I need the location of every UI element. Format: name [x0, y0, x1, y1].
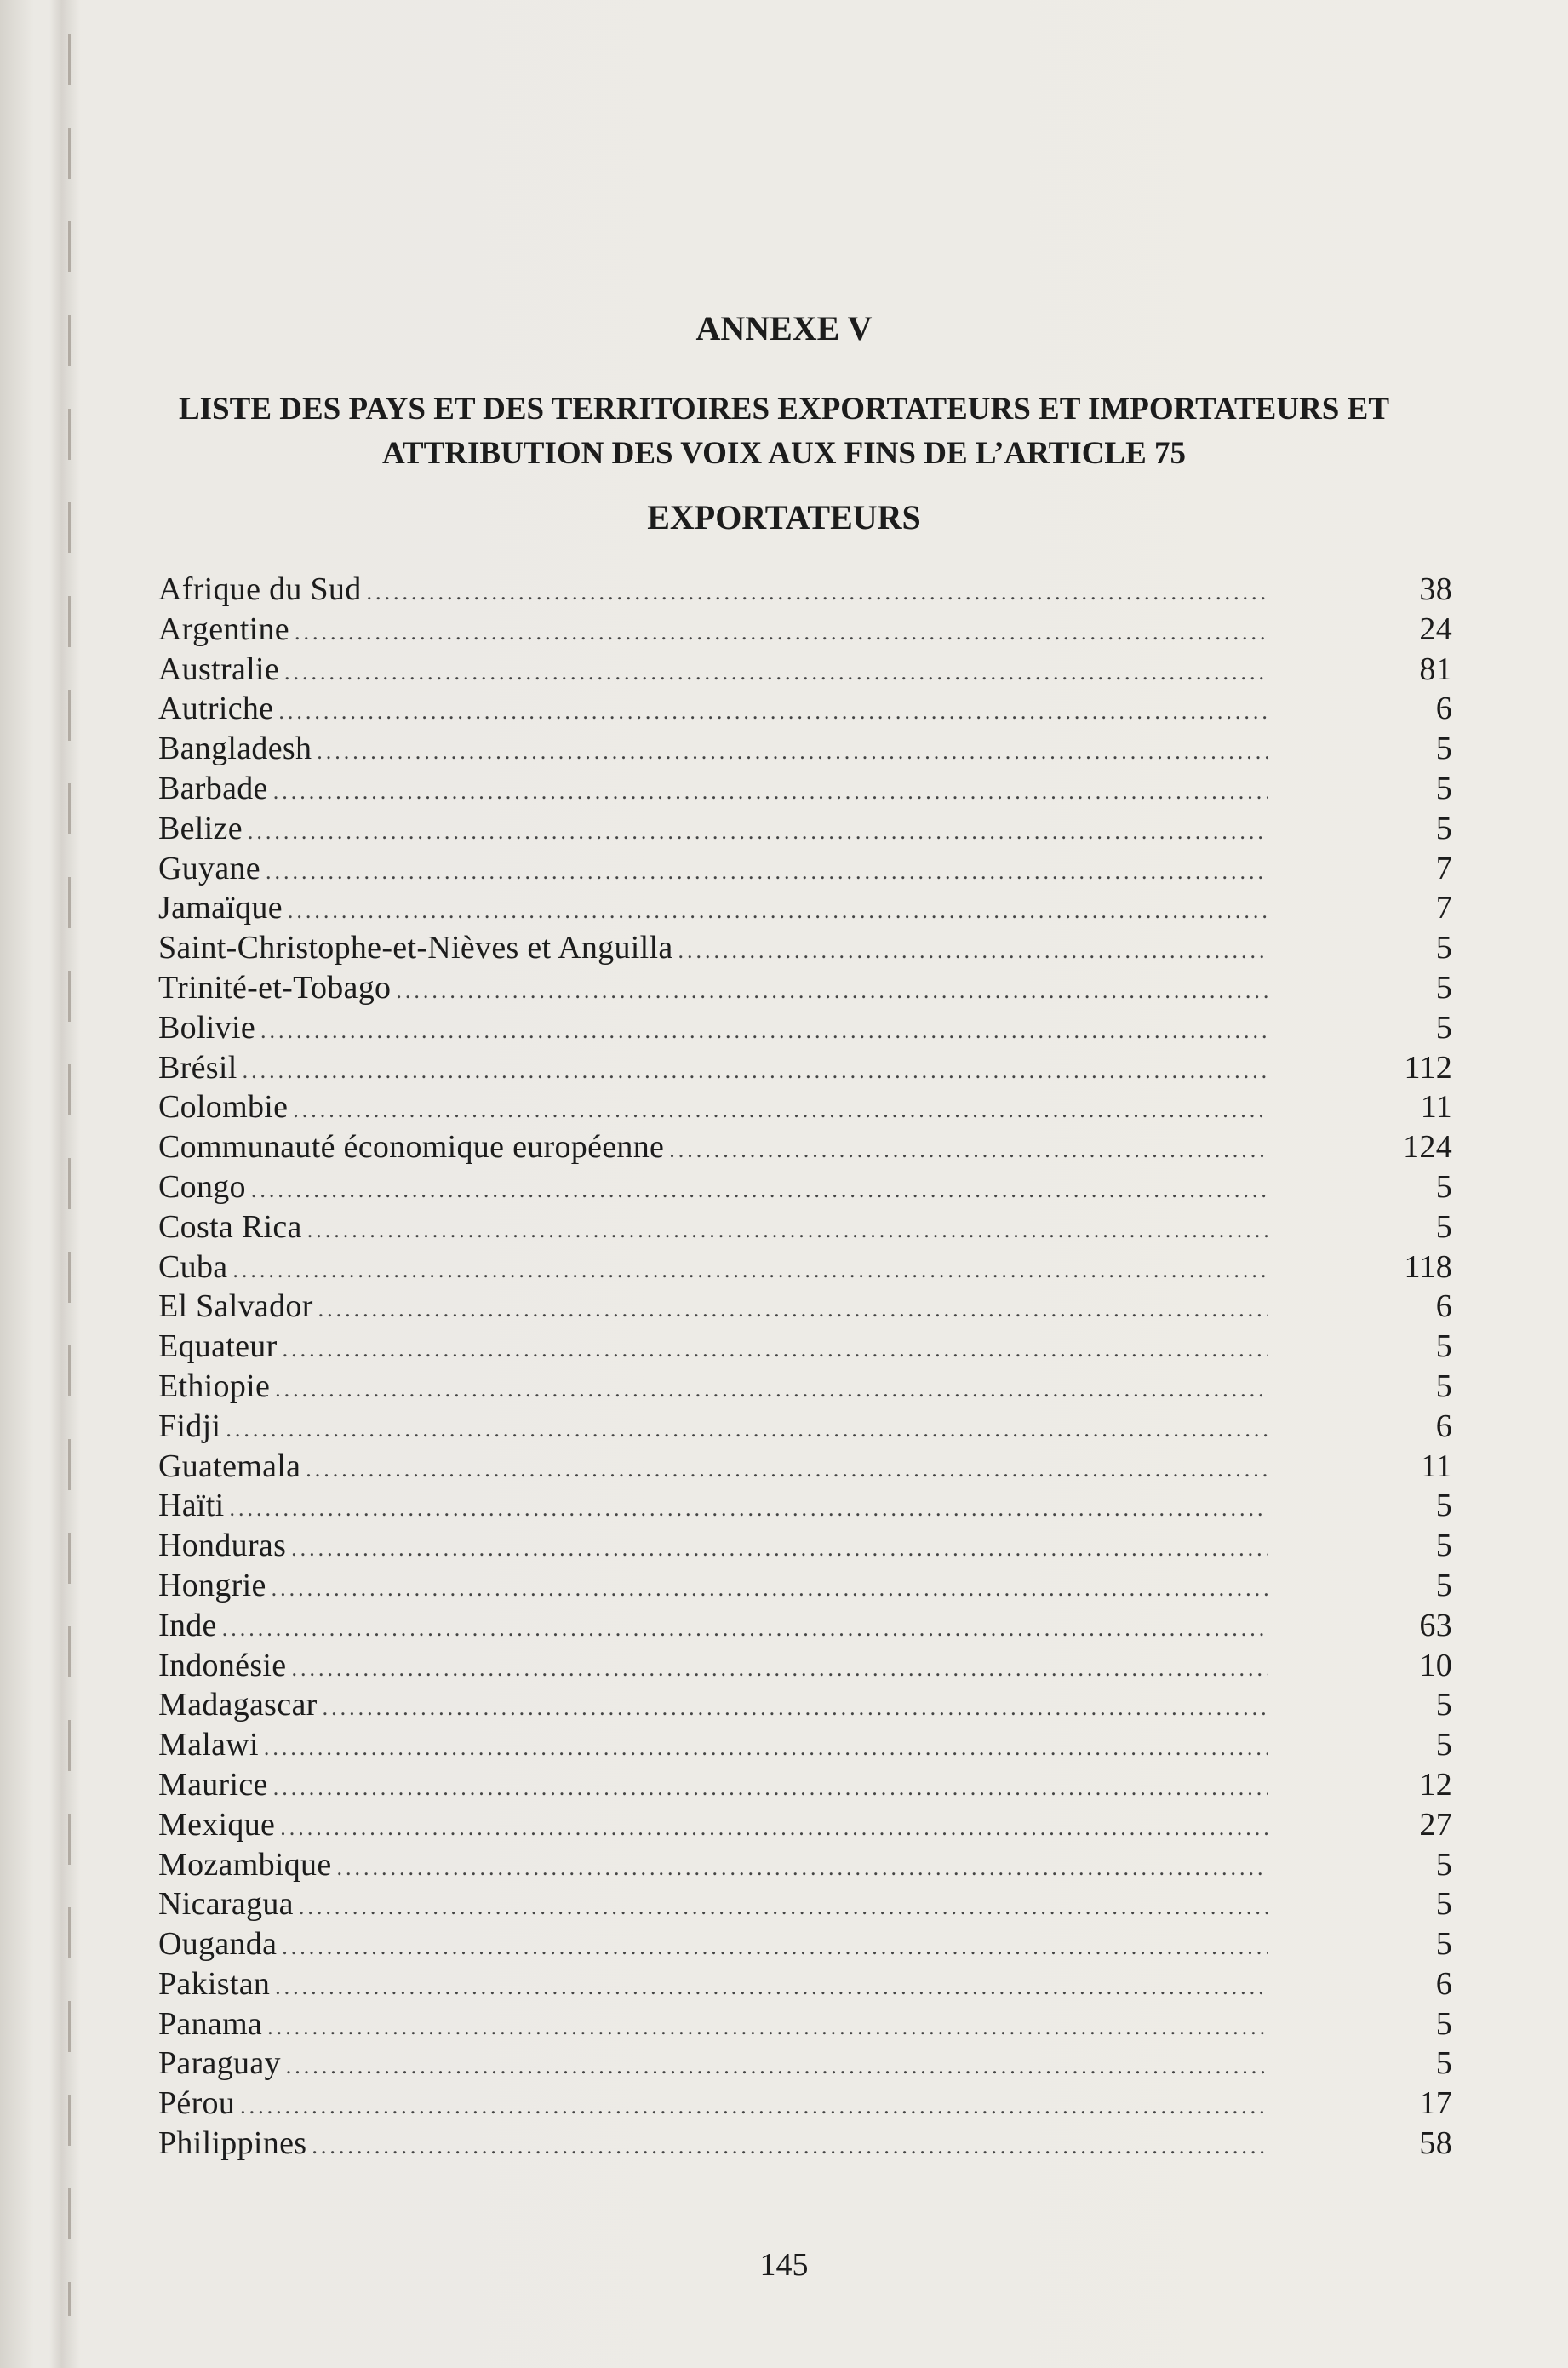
list-item [158, 1049, 1452, 1089]
vote-count: 58 [1419, 2125, 1452, 2162]
vote-count: 10 [1419, 1647, 1452, 1683]
dot-leader [306, 1457, 1268, 1482]
country-name: Philippines [158, 2125, 307, 2162]
dot-leader [278, 699, 1268, 725]
list-item [158, 1726, 1452, 1766]
list-item [158, 1128, 1452, 1168]
country-name: Guyane [158, 850, 260, 886]
dot-leader [273, 779, 1268, 805]
dot-leader [226, 1417, 1268, 1442]
country-name: Equateur [158, 1328, 278, 1365]
vote-count: 5 [1435, 1009, 1452, 1046]
country-name: Panama [158, 2005, 263, 2042]
country-name: Malawi [158, 1727, 259, 1763]
list-item [158, 611, 1452, 651]
country-name: Australie [158, 651, 279, 687]
vote-count: 6 [1435, 1408, 1452, 1444]
list-item [158, 1168, 1452, 1208]
dot-leader [275, 1377, 1268, 1402]
vote-count: 5 [1435, 810, 1452, 846]
country-name: Nicaragua [158, 1886, 294, 1923]
dot-leader [251, 1178, 1268, 1203]
list-item [158, 2084, 1452, 2124]
dot-leader [286, 2054, 1268, 2079]
country-name: Madagascar [158, 1687, 318, 1723]
binding-stitch-line [68, 34, 71, 2316]
vote-count: 5 [1435, 930, 1452, 966]
dot-leader [232, 1258, 1268, 1283]
dot-leader [291, 1536, 1268, 1562]
dot-leader [317, 739, 1268, 765]
list-item [158, 969, 1452, 1009]
dot-leader [222, 1616, 1268, 1642]
vote-count: 5 [1435, 1846, 1452, 1883]
country-name: Honduras [158, 1528, 287, 1564]
dot-leader [337, 1855, 1268, 1881]
dot-leader [396, 978, 1268, 1004]
country-name: Saint-Christophe-et-Nièves et Anguilla [158, 930, 673, 966]
vote-count: 6 [1435, 1288, 1452, 1325]
annex-title: ANNEXE V [695, 309, 873, 347]
vote-count: 5 [1435, 1488, 1452, 1524]
country-name: Haïti [158, 1488, 225, 1524]
list-item [158, 2124, 1452, 2164]
list-item [158, 2044, 1452, 2084]
vote-count: 5 [1435, 1727, 1452, 1763]
country-name: Argentine [158, 611, 289, 647]
dot-leader [318, 1297, 1268, 1322]
vote-count: 7 [1435, 890, 1452, 926]
country-name: Ouganda [158, 1926, 278, 1963]
list-item [158, 1327, 1452, 1367]
country-name: Guatemala [158, 1448, 301, 1484]
vote-count: 5 [1435, 1567, 1452, 1603]
list-item [158, 1846, 1452, 1886]
dot-leader [229, 1496, 1268, 1522]
dot-leader [267, 2015, 1268, 2040]
country-name: El Salvador [158, 1288, 313, 1325]
dot-leader [284, 660, 1268, 685]
list-item [158, 1088, 1452, 1128]
vote-count: 11 [1420, 1448, 1452, 1484]
dot-leader [323, 1695, 1268, 1721]
dot-leader [260, 1018, 1268, 1044]
list-item [158, 1287, 1452, 1327]
country-name: Inde [158, 1607, 217, 1643]
list-item [158, 570, 1452, 611]
dot-leader [293, 1098, 1268, 1123]
list-item [158, 929, 1452, 969]
country-name: Cuba [158, 1248, 228, 1285]
list-item [158, 1885, 1452, 1925]
list-item [158, 1367, 1452, 1408]
vote-count: 5 [1435, 1208, 1452, 1245]
country-name: Bolivie [158, 1009, 255, 1046]
exporters-list [158, 570, 1452, 2164]
country-name: Barbade [158, 770, 268, 806]
list-item [158, 2005, 1452, 2045]
country-name: Fidji [158, 1408, 221, 1444]
vote-count: 5 [1435, 2005, 1452, 2042]
vote-count: 27 [1419, 1806, 1452, 1843]
country-name: Ethiopie [158, 1367, 271, 1404]
dot-leader [275, 1975, 1268, 2000]
vote-count: 17 [1419, 2085, 1452, 2122]
country-name: Communauté économique européenne [158, 1129, 665, 1166]
dot-leader [291, 1656, 1268, 1682]
list-item [158, 850, 1452, 890]
country-name: Jamaïque [158, 890, 283, 926]
vote-count: 63 [1419, 1607, 1452, 1643]
vote-count: 5 [1435, 731, 1452, 767]
vote-count: 24 [1419, 611, 1452, 647]
dot-leader [669, 1138, 1268, 1163]
dot-leader [299, 1895, 1268, 1920]
country-name: Pakistan [158, 1965, 271, 2002]
section-title: EXPORTATEURS [647, 498, 921, 536]
country-name: Maurice [158, 1766, 268, 1803]
dot-leader [280, 1815, 1268, 1841]
list-item [158, 1925, 1452, 1965]
country-name: Belize [158, 810, 243, 846]
list-item [158, 1806, 1452, 1846]
list-item [158, 810, 1452, 850]
list-item [158, 1567, 1452, 1607]
list-item [158, 1647, 1452, 1687]
vote-count: 7 [1435, 850, 1452, 886]
list-item [158, 1527, 1452, 1567]
vote-count: 5 [1435, 969, 1452, 1006]
country-name: Congo [158, 1168, 246, 1205]
country-name: Pérou [158, 2085, 236, 2122]
vote-count: 5 [1435, 1886, 1452, 1923]
list-item [158, 1009, 1452, 1049]
vote-count: 5 [1435, 1687, 1452, 1723]
vote-count: 11 [1420, 1089, 1452, 1126]
vote-count: 5 [1435, 2045, 1452, 2082]
dot-leader [307, 1218, 1268, 1243]
dot-leader [240, 2094, 1268, 2119]
list-item [158, 1686, 1452, 1726]
vote-count: 124 [1403, 1129, 1452, 1166]
list-item [158, 1965, 1452, 2005]
country-name: Mozambique [158, 1846, 332, 1883]
dot-leader [295, 620, 1268, 645]
list-item [158, 1607, 1452, 1647]
list-title: LISTE DES PAYS ET DES TERRITOIRES EXPORTATEURS ET IMPORTATEURS ET ATTRIBUTION DES VOIX AUX FINS DE L’ARTICLE 75 [178, 392, 1389, 471]
list-item [158, 770, 1452, 810]
list-item [158, 1208, 1452, 1248]
vote-count: 118 [1404, 1248, 1452, 1285]
dot-leader [283, 1337, 1268, 1362]
dot-leader [248, 819, 1268, 845]
vote-count: 12 [1419, 1766, 1452, 1803]
vote-count: 81 [1419, 651, 1452, 687]
list-item [158, 1408, 1452, 1448]
vote-count: 5 [1435, 1328, 1452, 1365]
dot-leader [264, 1735, 1268, 1761]
vote-count: 5 [1435, 1926, 1452, 1963]
list-item [158, 1248, 1452, 1288]
page-number: 145 [759, 2247, 809, 2283]
country-name: Mexique [158, 1806, 276, 1843]
country-name: Autriche [158, 691, 274, 727]
list-item [158, 1766, 1452, 1806]
vote-count: 6 [1435, 1965, 1452, 2002]
country-name: Bangladesh [158, 731, 312, 767]
vote-count: 6 [1435, 691, 1452, 727]
dot-leader [282, 1935, 1268, 1960]
page-binding-shadow [49, 0, 80, 2368]
country-name: Colombie [158, 1089, 289, 1126]
country-name: Brésil [158, 1049, 237, 1086]
country-name: Trinité-et-Tobago [158, 969, 392, 1006]
country-name: Afrique du Sud [158, 571, 362, 607]
vote-count: 38 [1419, 571, 1452, 607]
country-name: Paraguay [158, 2045, 281, 2082]
list-item [158, 1448, 1452, 1488]
dot-leader [272, 1576, 1268, 1602]
vote-count: 5 [1435, 770, 1452, 806]
vote-count: 5 [1435, 1528, 1452, 1564]
dot-leader [312, 2134, 1268, 2159]
country-name: Costa Rica [158, 1208, 302, 1245]
dot-leader [678, 938, 1268, 964]
country-name: Hongrie [158, 1567, 266, 1603]
dot-leader [273, 1775, 1268, 1801]
list-item [158, 730, 1452, 770]
vote-count: 5 [1435, 1168, 1452, 1205]
list-item [158, 889, 1452, 929]
vote-count: 112 [1404, 1049, 1452, 1086]
dot-leader [243, 1058, 1268, 1084]
dot-leader [367, 580, 1268, 605]
country-name: Indonésie [158, 1647, 287, 1683]
list-item [158, 651, 1452, 691]
dot-leader [266, 859, 1268, 885]
dot-leader [288, 898, 1268, 924]
list-item [158, 1487, 1452, 1527]
list-item [158, 690, 1452, 730]
vote-count: 5 [1435, 1367, 1452, 1404]
